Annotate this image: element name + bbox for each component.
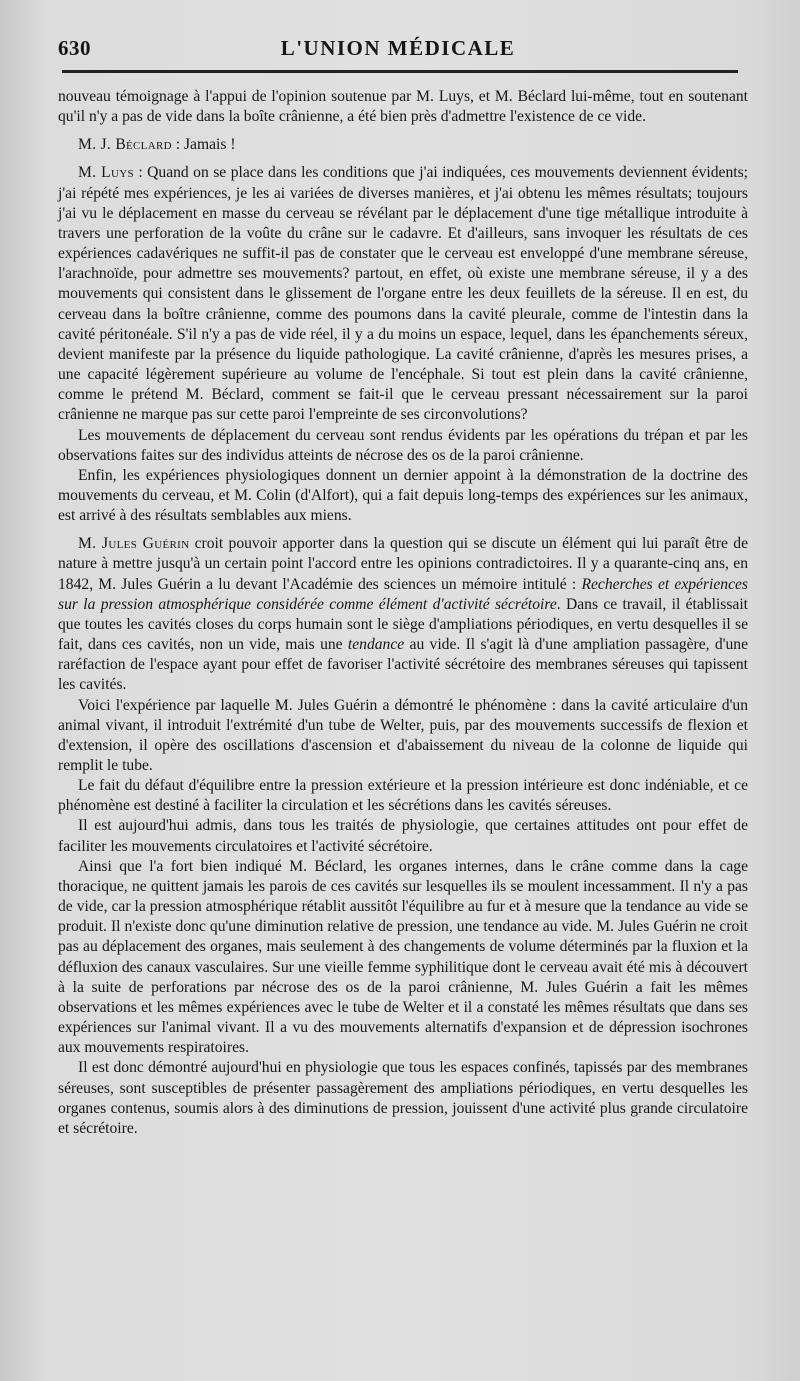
- speaker-name: M. Luys: [78, 164, 134, 182]
- paragraph-guerin: M. Jules Guérin croit pouvoir apporter dans la question qui se discute un élément qui lui paraît être de nature à mettre jusqu'à un certain point l'accord entre les opinions contradictoires. Il y a quarante-cinq ans, en 1842, M. Jules Guérin a lu devant l'Académie des sciences un mémoire intitulé : Recherches et expériences sur la pression atmosphérique considérée comme élément d'activité sécrétoire. Dans ce travail, il établissait que toutes les cavités closes du corps humain sont le siège d'ampliations périodiques, en vertu desquelles il se fait, dans ces cavités, non un vide, mais une tendance au vide. Il s'agit là d'une ampliation passagère, d'une raréfaction de l'espace ayant pour effet de favoriser l'activité sécrétoire des membranes séreuses qui tapissent les cavités.: [58, 535, 748, 694]
- page-header: [58, 36, 738, 66]
- speaker-name: M. J. Béclard: [78, 136, 172, 154]
- header-rule: [62, 70, 738, 73]
- paragraph-luys-response: M. Luys : Quand on se place dans les conditions que j'ai indiquées, ces mouvements deviennent évidents; j'ai répété mes expériences, je les ai variées de diverses manières, et j'ai obtenu les mêmes résultats; toujours j'ai vu le déplacement en masse du cerveau se révélant par le déplacement d'une tige métallique introduite à travers une perforation de la voûte du crâne sur le cadavre. Et d'ailleurs, sans invoquer les résultats de ces expériences cadavériques ne suffit-il pas de constater que le cerveau est enveloppé d'une membrane séreuse, l'arachnoïde, pour admettre ses mouvements? partout, en effet, où existe une membrane séreuse, il y a des mouvements qui consistent dans le glissement de l'organe entre les deux feuillets de la séreuse. Il en est, du cerveau dans la boître crânienne, comme des poumons dans la cavité pleurale, comme de l'intestin dans la cavité péritonéale. S'il n'y a pas de vide réel, il y a du moins un espace, lequel, dans les épanchements séreux, devient manifeste par la présence du liquide pathologique. La cavité crânienne, d'après les mesures prises, a une capacité légèrement supérieure au volume de l'encéphale. Si tout est plein dans la cavité crânienne, comme le prétend M. Béclard, comment se fait-il que le cerveau pressant nécessairement sur la paroi crânienne ne marque pas sur cette paroi l'empreinte de ses circonvolutions?: [58, 164, 749, 424]
- paragraph-pressure: Le fait du défaut d'équilibre entre la pression extérieure et la pression intérieure est donc indéniable, et ce phénomène est destiné à faciliter la circulation et les sécrétions dans les cavités séreuses.: [58, 777, 748, 815]
- paragraph-trepan: Les mouvements de déplacement du cerveau sont rendus évidents par les opérations du trépan et par les observations faites sur des individus atteints de nécrose des os de la paroi crânienne.: [58, 426, 748, 464]
- memoir-title: Recherches et expériences sur la pression atmosphérique considérée comme élément d'activité sécrétoire: [58, 575, 748, 613]
- paragraph-organs: Ainsi que l'a fort bien indiqué M. Béclard, les organes internes, dans le crâne comme dans la cage thoracique, ne quittent jamais les parois de ces cavités sur lesquelles ils se moulent incessamment. Il n'y a pas de vide, car la pression atmosphérique rétablit aussitôt l'équilibre au fur et à mesure que la tendance au vide se produit. Il n'existe donc qu'une diminution relative de pression, une tendance au vide. M. Jules Guérin ne croit pas au déplacement des organes, mais seulement à des changements de volume déterminés par la fluxion et la défluxion des canaux vasculaires. Sur une vieille femme syphilitique dont le cerveau avait été mis à découvert à la suite de perforations par nécrose des os de la paroi crânienne, M. Jules Guérin a fait les mêmes observations et les mêmes expériences avec le tube de Welter et il a constaté les mêmes résultats que dans ses expériences sur l'animal vivant. Il a vu des mouvements alternatifs d'expansion et de dépression isochrones aux mouvements respiratoires.: [58, 857, 748, 1057]
- paragraph-experiment: Voici l'expérience par laquelle M. Jules Guérin a démontré le phénomène : dans la cavité articulaire d'un animal vivant, il introduit l'extrémité d'un tube de Welter, puis, par des mouvements successifs de flexion et d'extension, il opère des oscillations d'ascension et d'abaissement du niveau de la colonne de liquide qui remplit le tube.: [58, 696, 748, 774]
- paragraph-continuation: nouveau témoignage à l'appui de l'opinion soutenue par M. Luys, et M. Béclard lui-même, tout en soutenant qu'il n'y a pas de vide dans la boîte crânienne, a été bien près d'admettre l'existence de ce vide.: [58, 88, 748, 126]
- paragraph-attitudes: Il est aujourd'hui admis, dans tous les traités de physiologie, que certaines attitudes ont pour effet de faciliter les mouvements circulatoires et l'activité sécrétoire.: [58, 817, 748, 855]
- journal-title: L'UNION MÉDICALE: [280, 36, 516, 60]
- paragraph-beclard-reply: M. J. Béclard : Jamais !: [78, 136, 236, 154]
- paragraph-colin: Enfin, les expériences physiologiques donnent un dernier appoint à la démonstration de la doctrine des mouvements du cerveau, et M. Colin (d'Alfort), qui a fait depuis long-temps des expériences sur les animaux, est arrivé à des résultats semblables aux miens.: [58, 466, 748, 525]
- article-body: [58, 87, 748, 1139]
- paragraph-conclusion: Il est donc démontré aujourd'hui en physiologie que tous les espaces confinés, tapissés par des membranes séreuses, sont susceptibles de présenter passagèrement des ampliations périodiques, en vertu desquelles les organes contenus, soumis alors à des diminutions de pression, jouissent d'une activité plus grande circulatoire et sécrétoire.: [58, 1059, 748, 1137]
- speaker-name: M. Jules Guérin: [78, 535, 190, 553]
- page-number: 630: [58, 36, 91, 60]
- emphasis-word: tendance: [347, 636, 405, 654]
